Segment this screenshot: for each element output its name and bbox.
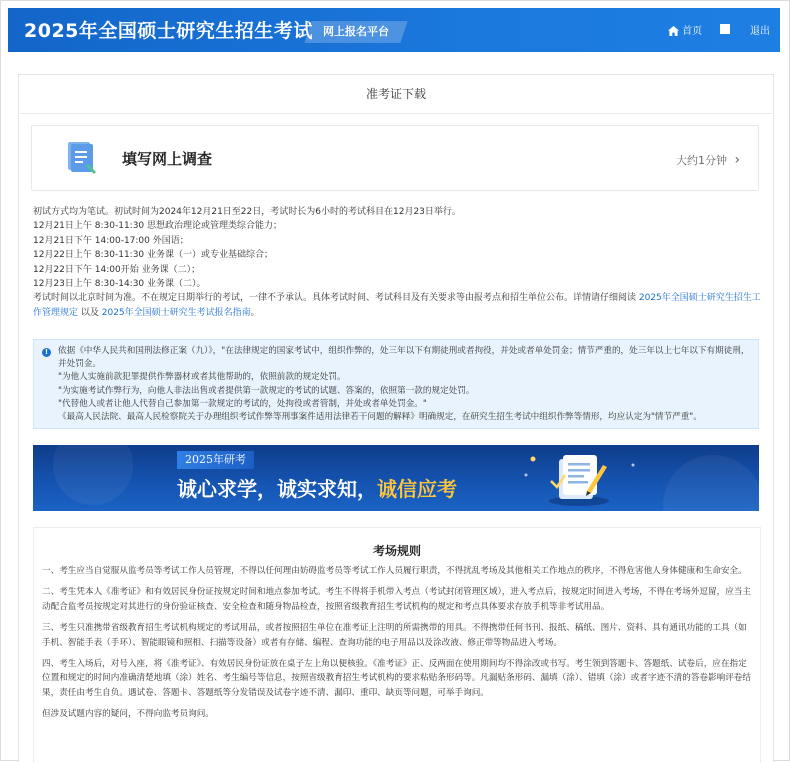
integrity-banner bbox=[33, 445, 759, 511]
chevron-right-icon: › bbox=[734, 152, 741, 168]
survey-document-icon bbox=[66, 140, 96, 176]
nav-home-label: 首页 bbox=[682, 26, 703, 37]
exam-paper-icon bbox=[543, 451, 615, 507]
rule-paragraph: 一、考生应当自觉服从监考员等考试工作人员管理，不得以任何理由妨碍监考员等考试工作人员履行职责，不得扰乱考场及其他相关工作地点的秩序，不得危害他人身体健康和生命安全。 bbox=[42, 566, 747, 576]
survey-time-label: 大约1分钟 bbox=[676, 154, 727, 167]
rule-paragraph: 但涉及试题内容的疑问，不得向监考员询问。 bbox=[42, 709, 214, 720]
site-title: 2025年全国硕士研究生招生考试 bbox=[24, 20, 313, 42]
home-icon bbox=[668, 26, 679, 36]
schedule-detail-text: 。 bbox=[250, 307, 260, 318]
notice-line: "为实施考试作弊行为，向他人非法出售或者提供第一款规定的考试的试题、答案的，依照第一款的规定处罚。 bbox=[58, 385, 475, 396]
logout-link[interactable]: 退出 bbox=[750, 26, 770, 37]
top-header bbox=[8, 8, 780, 52]
platform-tag bbox=[304, 21, 407, 43]
banner-slogan bbox=[177, 473, 457, 502]
rules-body bbox=[42, 564, 754, 729]
schedule-line: 12月22日下午 14:00开始 业务课（二）； bbox=[33, 264, 201, 275]
survey-duration[interactable] bbox=[676, 152, 740, 168]
rule-paragraph: 三、考生只准携带省级教育招生考试机构规定的考试用品，或者按照招生单位在准考证上注明的所需携带的用具。不得携带任何书刊、报纸、稿纸、图片、资料、具有通讯功能的工具（如手机、智能手表（手环）、智能眼镜和照相、扫描等设备）或者有存储、编程、查询功能的电子用品以及涂改液、修正带等物品进入考场。 bbox=[42, 623, 747, 648]
schedule-line: 12月21日下午 14:00-17:00 外国语； bbox=[33, 235, 189, 246]
schedule-line: 初试方式均为笔试。初试时间为2024年12月21日至22日，考试时长为6小时的考试科目在12月23日举行。 bbox=[33, 207, 461, 217]
schedule-detail-text: 考试时间以北京时间为准。不在规定日期举行的考试，一律不予承认。具体考试时间、考试科目及有关要求等由报考点和招生单位公布。详情请仔细阅读 bbox=[33, 293, 639, 304]
notice-line: 依据《中华人民共和国刑法修正案（九）》，"在法律规定的国家考试中，组织作弊的，处三年以下有期徒刑或者拘役，并处或者单处罚金；情节严重的，处三年以上七年以下有期徒刑，并处罚金。 bbox=[58, 346, 750, 370]
notice-body bbox=[58, 345, 750, 424]
survey-title: 填写网上调查 bbox=[122, 150, 213, 168]
registration-guide-link[interactable]: 2025年全国硕士研究生考试报名指南 bbox=[101, 307, 251, 318]
platform-tag-label: 网上报名平台 bbox=[323, 25, 389, 38]
rules-title: 考场规则 bbox=[372, 544, 421, 558]
management-rules-link[interactable]: 2025年全国硕士研究生招生工作管理规定 bbox=[33, 293, 761, 318]
rule-paragraph: 四、考生入场后，对号入座，将《准考证》、有效居民身份证放在桌子左上角以便核验。《准考证》正、反两面在使用期间均不得涂改或书写。考生领到答题卡、答题纸、试卷后，应在指定位置和规定的时间内准确清楚地填（涂）姓名、考生编号等信息，按照省级教育招生考试机构的要求粘贴条形码等。凡漏贴条形码、漏填（涂）、错填（涂）或者字迹不清的答卷影响评卷结果，责任由考生自负。遇试卷、答题卡、答题纸等分发错误及试卷字迹不清、漏印、重印、缺页等问题，可举手询问。 bbox=[42, 659, 751, 698]
survey-card[interactable] bbox=[31, 125, 759, 191]
info-icon: ! bbox=[42, 348, 51, 357]
legal-notice bbox=[33, 339, 759, 429]
schedule-line: 12月22日上午 8:30-11:30 业务课（一）或专业基础综合； bbox=[33, 250, 274, 261]
schedule-detail-text: 以及 bbox=[78, 307, 102, 318]
schedule-line: 12月23日上午 8:30-14:30 业务课（二）。 bbox=[33, 279, 206, 290]
slogan-text: 诚心求学，诚实求知， bbox=[177, 477, 377, 501]
main-panel bbox=[18, 74, 774, 762]
exam-rules bbox=[33, 527, 761, 763]
schedule-line: 12月21日上午 8:30-11:30 思想政治理论或管理类综合能力； bbox=[33, 221, 283, 232]
nav-home-link[interactable] bbox=[668, 22, 702, 37]
notice-line: "为他人实施前款犯罪提供作弊器材或者其他帮助的，依照前款的规定处罚。 bbox=[58, 372, 346, 383]
page-title: 准考证下载 bbox=[19, 75, 773, 114]
notice-line: "代替他人或者让他人代替自己参加第一款规定的考试的，处拘役或者管制，并处或者单处罚金。" bbox=[58, 398, 427, 409]
exam-schedule bbox=[33, 205, 763, 320]
schedule-detail bbox=[33, 291, 763, 320]
user-icon[interactable] bbox=[720, 24, 730, 34]
slogan-highlight: 诚信应考 bbox=[377, 477, 457, 501]
notice-line: 《最高人民法院、最高人民检察院关于办理组织考试作弊等刑事案件适用法律若干问题的解释》明确规定，在研究生招生考试中组织作弊等情形，均应认定为"情节严重"。 bbox=[58, 412, 702, 423]
rule-paragraph: 二、考生凭本人《准考证》和有效居民身份证按规定时间和地点参加考试。考生不得将手机带入考点（考试封闭管理区域），进入考点后，按规定时间进入考场，不得在考场外逗留，应当主动配合监考员按规定对其进行的身份验证核查、安全检查和随身物品检查，按照省级教育招生考试机构的规定和考点具体要求存放手机等非考试用品。 bbox=[42, 587, 751, 612]
banner-year-tag: 2025年研考 bbox=[177, 451, 254, 469]
